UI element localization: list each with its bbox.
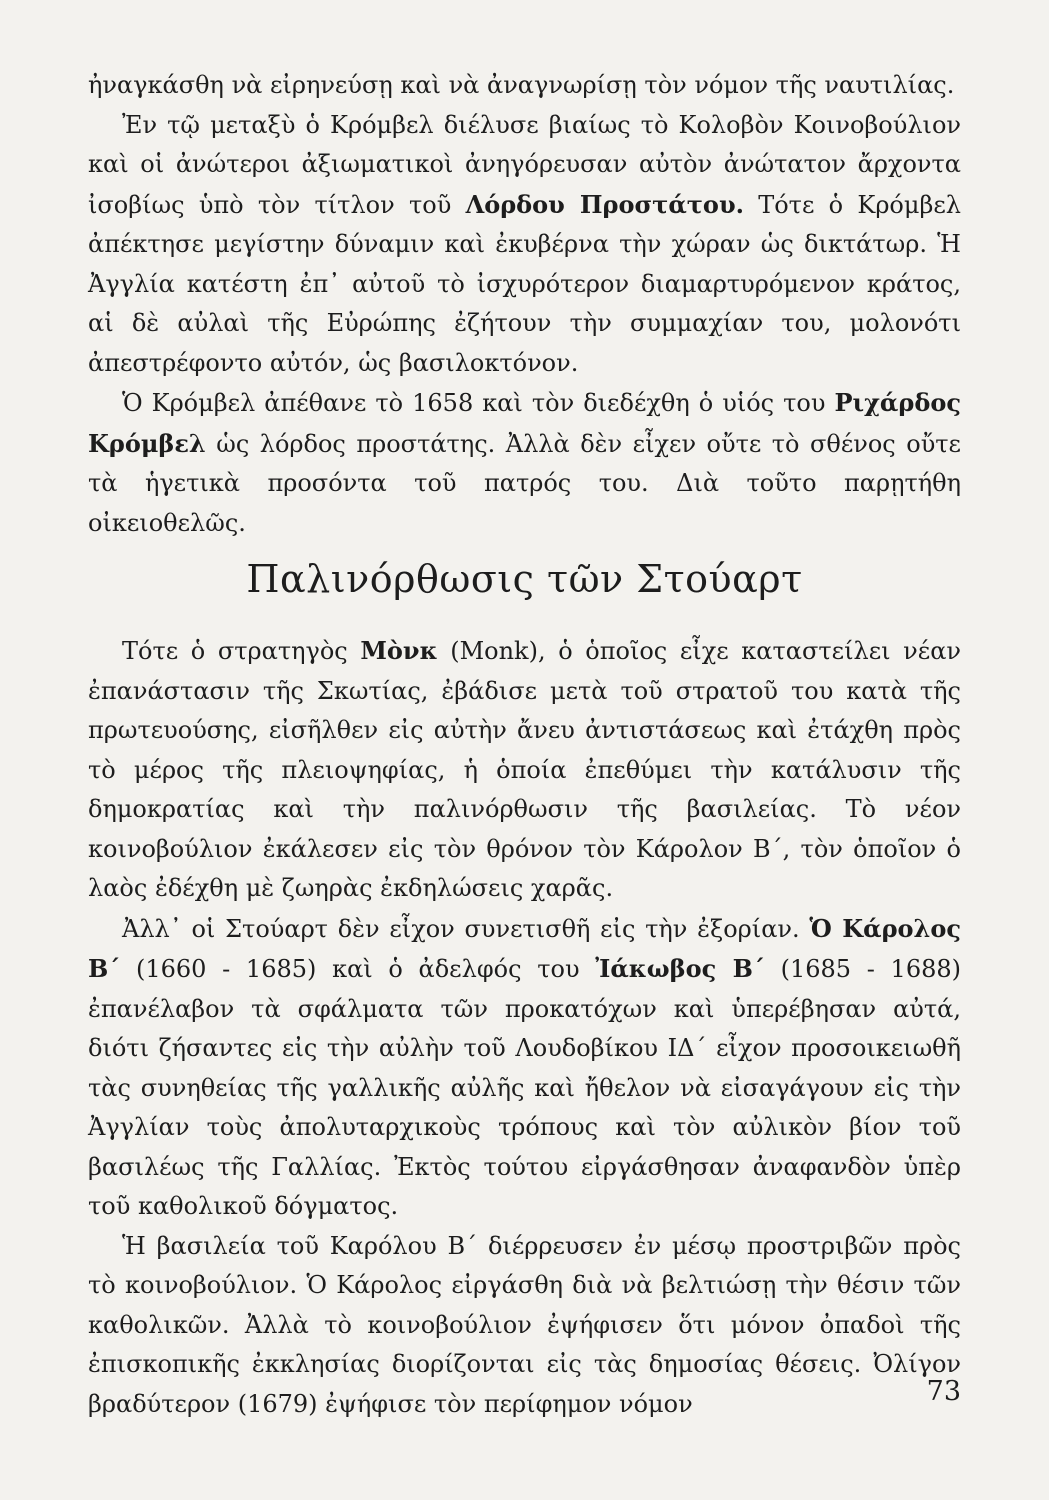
text-run: Τότε ὁ στρατηγὸς <box>122 637 361 665</box>
text-run: ὡς λόρδος προστάτης. Ἀλλὰ δὲν εἶχεν οὔτε τὸ σθένος οὔτε τὰ ἡγετικὰ προσόντα τοῦ πατρός του. Διὰ τοῦτο παρῃτήθη οἰκειοθελῶς. <box>88 429 961 537</box>
body-text-after-heading <box>88 631 961 1424</box>
text-run: Ἀλλ᾿ οἱ Στούαρτ δὲν εἶχον συνετισθῆ εἰς τὴν ἐξορίαν. <box>122 914 810 943</box>
paragraph <box>88 66 961 106</box>
text-run: (1685 - 1688) ἐπανέλαβον τὰ σφάλματα τῶν προκατόχων καὶ ὑπερέβησαν αὐτά, διότι ζήσαντες εἰς τὴν αὐλὴν τοῦ Λουδοβίκου ΙΔ΄ εἶχον προσοικειωθῆ τὰς συνηθείας τῆς γαλλικῆς αὐλῆς καὶ ἤθελον νὰ εἰσαγάγουν εἰς τὴν Ἀγγλίαν τοὺς ἀπολυταρχικοὺς τρόπους καὶ τὸν αὐλικὸν βίον τοῦ βασιλέως τῆς Γαλλίας. Ἐκτὸς τούτου εἰργάσθησαν ἀναφανδὸν ὑπὲρ τοῦ καθολικοῦ δόγματος. <box>88 955 961 1220</box>
bold-term: Ἰάκωβος Β΄ <box>595 954 765 983</box>
text-run: Τότε ὁ Κρόμβελ ἀπέκτησε μεγίστην δύναμιν καὶ ἐκυβέρνα τὴν χώραν ὡς δικτάτωρ. Ἡ Ἀγγλία κατέστη ἐπ᾿ αὐτοῦ τὸ ἰσχυρότερον διαμαρτυρόμενον κράτος, αἱ δὲ αὐλαὶ τῆς Εὐρώπης ἐζήτουν τὴν συμμαχίαν του, μολονότι ἀπεστρέφοντο αὐτόν, ὡς βασιλοκτόνον. <box>88 190 962 377</box>
text-run: ἠναγκάσθη νὰ εἰρηνεύσῃ καὶ νὰ ἀναγνωρίσῃ τὸν νόμον τῆς ναυτιλίας. <box>88 71 955 99</box>
bold-term: Λόρδου Προστάτου. <box>465 189 744 219</box>
text-run: Ὁ Κρόμβελ ἀπέθανε τὸ 1658 καὶ τὸν διεδέχθη ὁ υἱός του <box>122 389 835 417</box>
text-run: (Monk), ὁ ὁποῖος εἶχε καταστείλει νέαν ἐπανάστασιν τῆς Σκωτίας, ἐβάδισε μετὰ τοῦ στρατοῦ του κατὰ τῆς πρωτευούσης, εἰσῆλθεν εἰς αὐτὴν ἄνευ ἀντιστάσεως καὶ ἐτάχθη πρὸς τὸ μέρος τῆς πλειοψηφίας, ἡ ὁποία ἐπεθύμει τὴν κατάλυσιν τῆς δημοκρατίας καὶ τὴν παλινόρθωσιν τῆς βασιλείας. Τὸ νέον κοινοβούλιον ἐκάλεσεν εἰς τὸν θρόνον τὸν Κάρολον Β΄, τὸν ὁποῖον ὁ λαὸς ἐδέχθη μὲ ζωηρὰς ἐκδηλώσεις χαρᾶς. <box>88 637 962 902</box>
section-heading: Παλινόρθωσις τῶν Στούαρτ <box>246 557 803 601</box>
paragraph <box>88 909 961 1227</box>
page-number: 73 <box>926 1376 961 1407</box>
body-text-before-heading <box>88 66 961 543</box>
paragraph <box>88 383 961 543</box>
text-run: Ἐν τῷ μεταξὺ ὁ Κρόμβελ διέλυσε βιαίως τὸ Κολοβὸν Κοινοβούλιον καὶ οἱ ἀνώτεροι ἀξιωματικοὶ ἀνηγόρευσαν αὐτὸν ἀνώτατον ἄρχοντα ἰσοβίως ὑπὸ τὸν τίτλον τοῦ <box>88 110 961 219</box>
paragraph <box>88 106 961 384</box>
paragraph <box>88 631 961 909</box>
bold-term: Μὸνκ <box>360 636 438 665</box>
bold-term: Ὁ Κάρολος Β΄ <box>88 913 961 983</box>
paragraph <box>88 1227 961 1425</box>
bold-term: Ριχάρδος Κρόμβελ <box>88 388 961 458</box>
text-run: Ἡ βασιλεία τοῦ Καρόλου Β΄ διέρρευσεν ἐν μέσῳ προστριβῶν πρὸς τὸ κοινοβούλιον. Ὁ Κάρολος εἰργάσθη διὰ νὰ βελτιώσῃ τὴν θέσιν τῶν καθολικῶν. Ἀλλὰ τὸ κοινοβούλιον ἐψήφισεν ὅτι μόνον ὀπαδοὶ τῆς ἐπισκοπικῆς ἐκκλησίας διορίζονται εἰς τὰς δημοσίας θέσεις. Ὀλίγον βραδύτερον (1679) ἐψήφισε τὸν περίφημον νόμον <box>88 1231 961 1418</box>
text-run: (1660 - 1685) καὶ ὁ ἀδελφός του <box>120 955 596 983</box>
